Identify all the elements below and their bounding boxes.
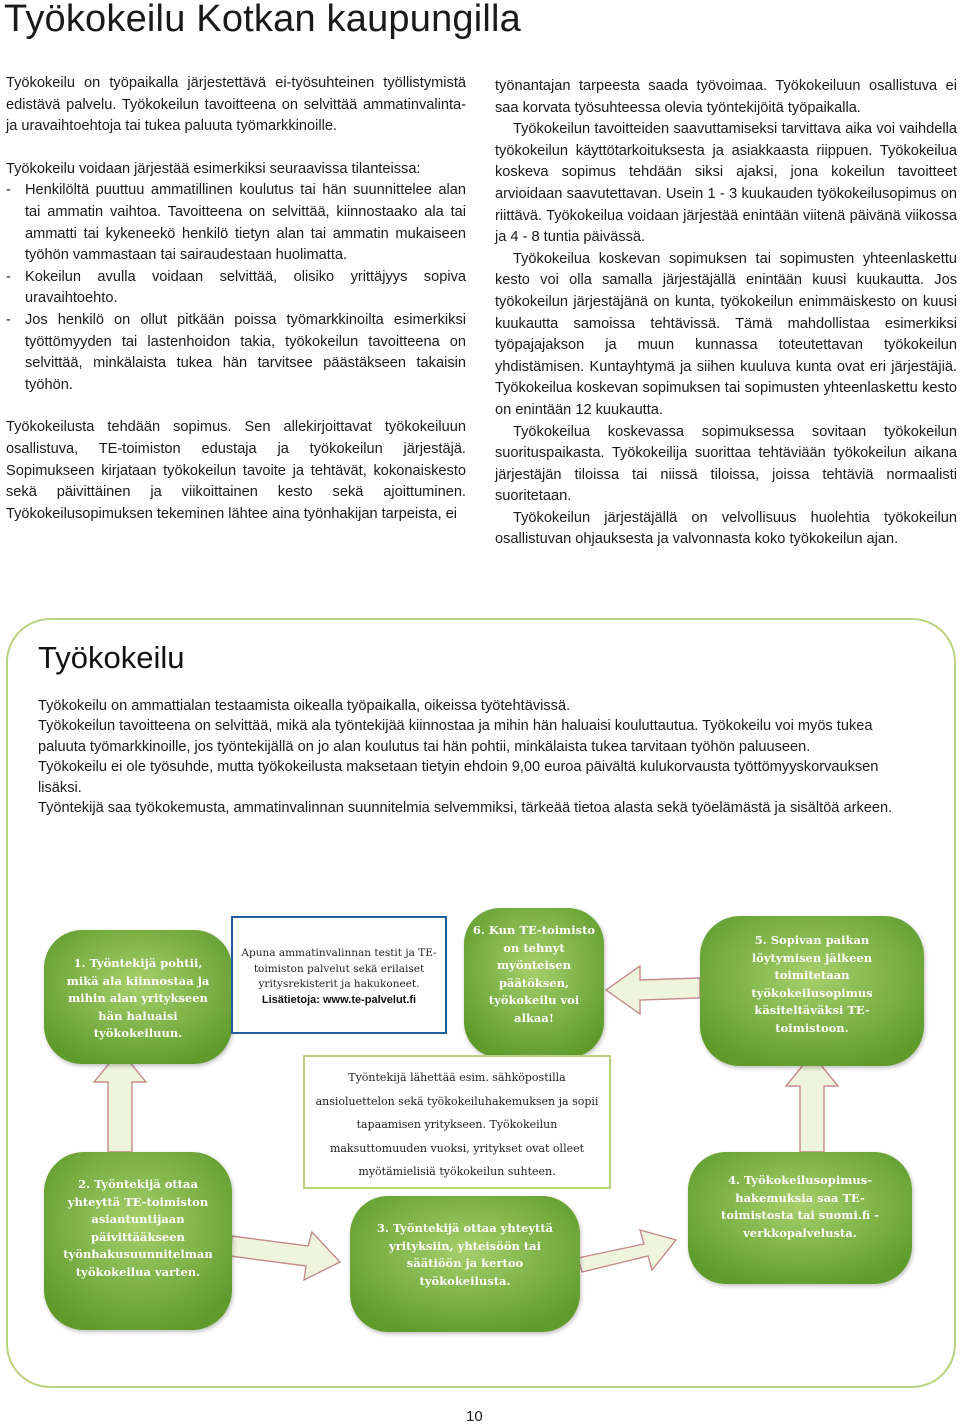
info-line: Työkokeilun tavoitteena on selvittää, mikä ala työntekijää kiinnostaa ja mihin hän haluaisi kouluttautua. Työkokeilu voi myös tukea paluuta työmarkkinoille, jos työntekijällä on jo alan koulutus tai hän pohtii, minkälaista tukea tarvitaan työhön paluuseen. [38, 718, 873, 755]
arrow-2-to-3 [230, 1232, 340, 1280]
info-line: Työkokeilu ei ole työsuhde, mutta työkokeilusta maksetaan tietyin ehdoin 9,00 euroa päivältä kulukorvausta työttömyyskorvauksen lisäksi. [38, 759, 879, 796]
left-paragraph-intro: Työkokeilu on työpaikalla järjestettävä ei-työsuhteinen työllistymistä edistävä palvelu. Työkokeilun tavoitteena on selvittää ammatinvalinta- ja uravaihtoehtoja tai tukea paluuta työmarkkinoille. [6, 75, 466, 135]
note-link: Lisätietoja: www.te-palvelut.fi [261, 993, 417, 1006]
info-box-title: Työkokeilu [38, 640, 185, 675]
list-item-text: Henkilöltä puuttuu ammatillinen koulutus tai hän suunnittelee alan tai ammatin vaihtoa. Tavoitteena on selvittää, kiinnostaako ala tai ammatti tai kykeneekö henkilö tietyn alan tai ammatin mukaiseen työhön vammastaan tai sairaudestaan huolimatta. [25, 182, 466, 264]
info-line: Työkokeilu on ammattialan testaamista oikealla työpaikalla, oikeissa työtehtävissä. [38, 698, 571, 714]
arrow-3-to-4 [578, 1230, 676, 1272]
right-paragraph-4: Työkokeilua koskevassa sopimuksessa sovitaan työkokeilun suorituspaikasta. Työkokeilija suorittaa tehtäviään työkokeilun aikana järjestäjän tiloissa tai niissä tiloissa, joissa tehtäviä normaalisti suoritetaan. [495, 423, 957, 505]
right-paragraph-5: Työkokeilun järjestäjällä on velvollisuus huolehtia työkokeilun osallistuvan ohjauksesta ja valvonnasta koko työkokeilun ajan. [495, 509, 957, 548]
right-paragraph-3: Työkokeilua koskevan sopimuksen tai sopimusten yhteenlaskettu kesto voi olla samalla järjestäjällä enintään kuusi kuukautta. Jos työkokeilun järjestäjänä on kunta, työkokeilun enimmäiskesto on kuusi kuukautta samoissa tehtävissä. Tämä mahdollistaa esimerkiksi työpajajakson ja muun kunnassa toteutettavan työkokeilun yhdistämisen. Kuntayhtymä ja siihen kuuluva kunta ovat eri järjestäjiä. Työkokeilua koskevan sopimuksen tai sopimusten yhteenlaskettu kesto on enintään 12 kuukautta. [495, 250, 957, 418]
note-text [238, 946, 440, 1008]
arrow-1-to-2 [94, 1050, 146, 1152]
list-item-text: Jos henkilö on ollut pitkään poissa työmarkkinoilta esimerkiksi työttömyyden tai lastenhoidon takia, työkokeilun tavoitteena on selvittää, minkälaista tukea hän tarvitsee päästäkseen takaisin työhön. [25, 311, 466, 393]
list-item-text: Kokeilun avulla voidaan selvittää, olisiko yrittäjyys sopiva uravaihtoehto. [25, 268, 466, 307]
list-dash: - [6, 311, 11, 328]
arrow-4-to-5 [786, 1054, 838, 1152]
list-dash: - [6, 268, 11, 285]
step-2-text: 2. Työntekijä ottaa yhteyttä TE-toimiston asiantuntijaan päivittääkseen työnhakusuunnitelman työkokeilua varten. [63, 1177, 213, 1279]
note-body: Apuna ammatinvalinnan testit ja TE-toimiston palvelut sekä erilaiset yritysrekisterit ja hakukoneet. [241, 947, 437, 991]
page-number: 10 [466, 1408, 483, 1425]
info-line: Työntekijä saa työkokemusta, ammatinvalinnan suunnitelmia selvemmiksi, tärkeää tietoa alasta sekä työelämästä ja sisältöä arkeen. [38, 800, 893, 817]
step-1-text: 1. Työntekijä pohtii, mikä ala kiinnostaa ja mihin alan yritykseen hän haluaisi työkokeiluun. [66, 956, 210, 1041]
right-paragraph-1: työnantajan tarpeesta saada työvoimaa. Työkokeiluun osallistuva ei saa korvata työsuhteessa olevia työntekijöitä työpaikalla. [495, 78, 957, 116]
center-info-text: Työntekijä lähettää esim. sähköpostilla ansioluettelon sekä työkokeiluhakemuksen ja sopii tapaamisen yritykseen. Työkokeilun maksuttomuuden vuoksi, yritykset ovat olleet myötämielisiä työkokeilun suhteen. [315, 1071, 599, 1179]
step-3-text: 3. Työntekijä ottaa yhteyttä yrityksiin, yhteisöön tai säätiöön ja kertoo työkokeilusta. [376, 1221, 554, 1288]
left-paragraph-situations: Työkokeilu voidaan järjestää esimerkiksi seuraavissa tilanteissa: [6, 160, 421, 177]
step-6-text: 6. Kun TE-toimisto on tehnyt myönteisen päätöksen, työkokeilu voi alkaa! [472, 923, 596, 1025]
right-paragraph-2: Työkokeilun tavoitteiden saavuttamiseksi tarvittava aika voi vaihdella työkokeilun käyttötarkoituksesta ja asiakkaasta riippuen. Työkokeilua koskeva sopimus tehdään siksi ajaksi, jona kokeilun tavoitteet arvioidaan saavutettavan. Usein 1 - 3 kuukauden työkokeilusopimus on riittävä. Työkokeilua voidaan järjestää enintään viitenä päivänä viikossa ja 4 - 8 tuntia päivässä. [495, 121, 957, 246]
arrow-5-to-6 [606, 966, 700, 1014]
page-title: Työkokeilu Kotkan kaupungilla [4, 0, 522, 40]
step-4-text: 4. Työkokeilusopimus-hakemuksia saa TE-toimistosta tai suomi.fi -verkkopalvelusta. [721, 1173, 879, 1240]
step-5-text: 5. Sopivan paikan löytymisen jälkeen toimitetaan työkokeilusopimus käsiteltäväksi TE-toimistoon. [751, 933, 873, 1035]
left-paragraph-agreement: Työkokeilusta tehdään sopimus. Sen allekirjoittavat työkokeiluun osallistuva, TE-toimiston edustaja ja työkokeilun järjestäjä. Sopimukseen kirjataan työkokeilun tavoite ja tehtävät, kokonaiskesto sekä päivittäinen ja viikoittainen kesto sekä ajoittuminen. Työkokeilusopimuksen tekeminen lähtee aina työnhakijan tarpeista, ei [6, 419, 466, 522]
list-dash: - [6, 182, 11, 199]
